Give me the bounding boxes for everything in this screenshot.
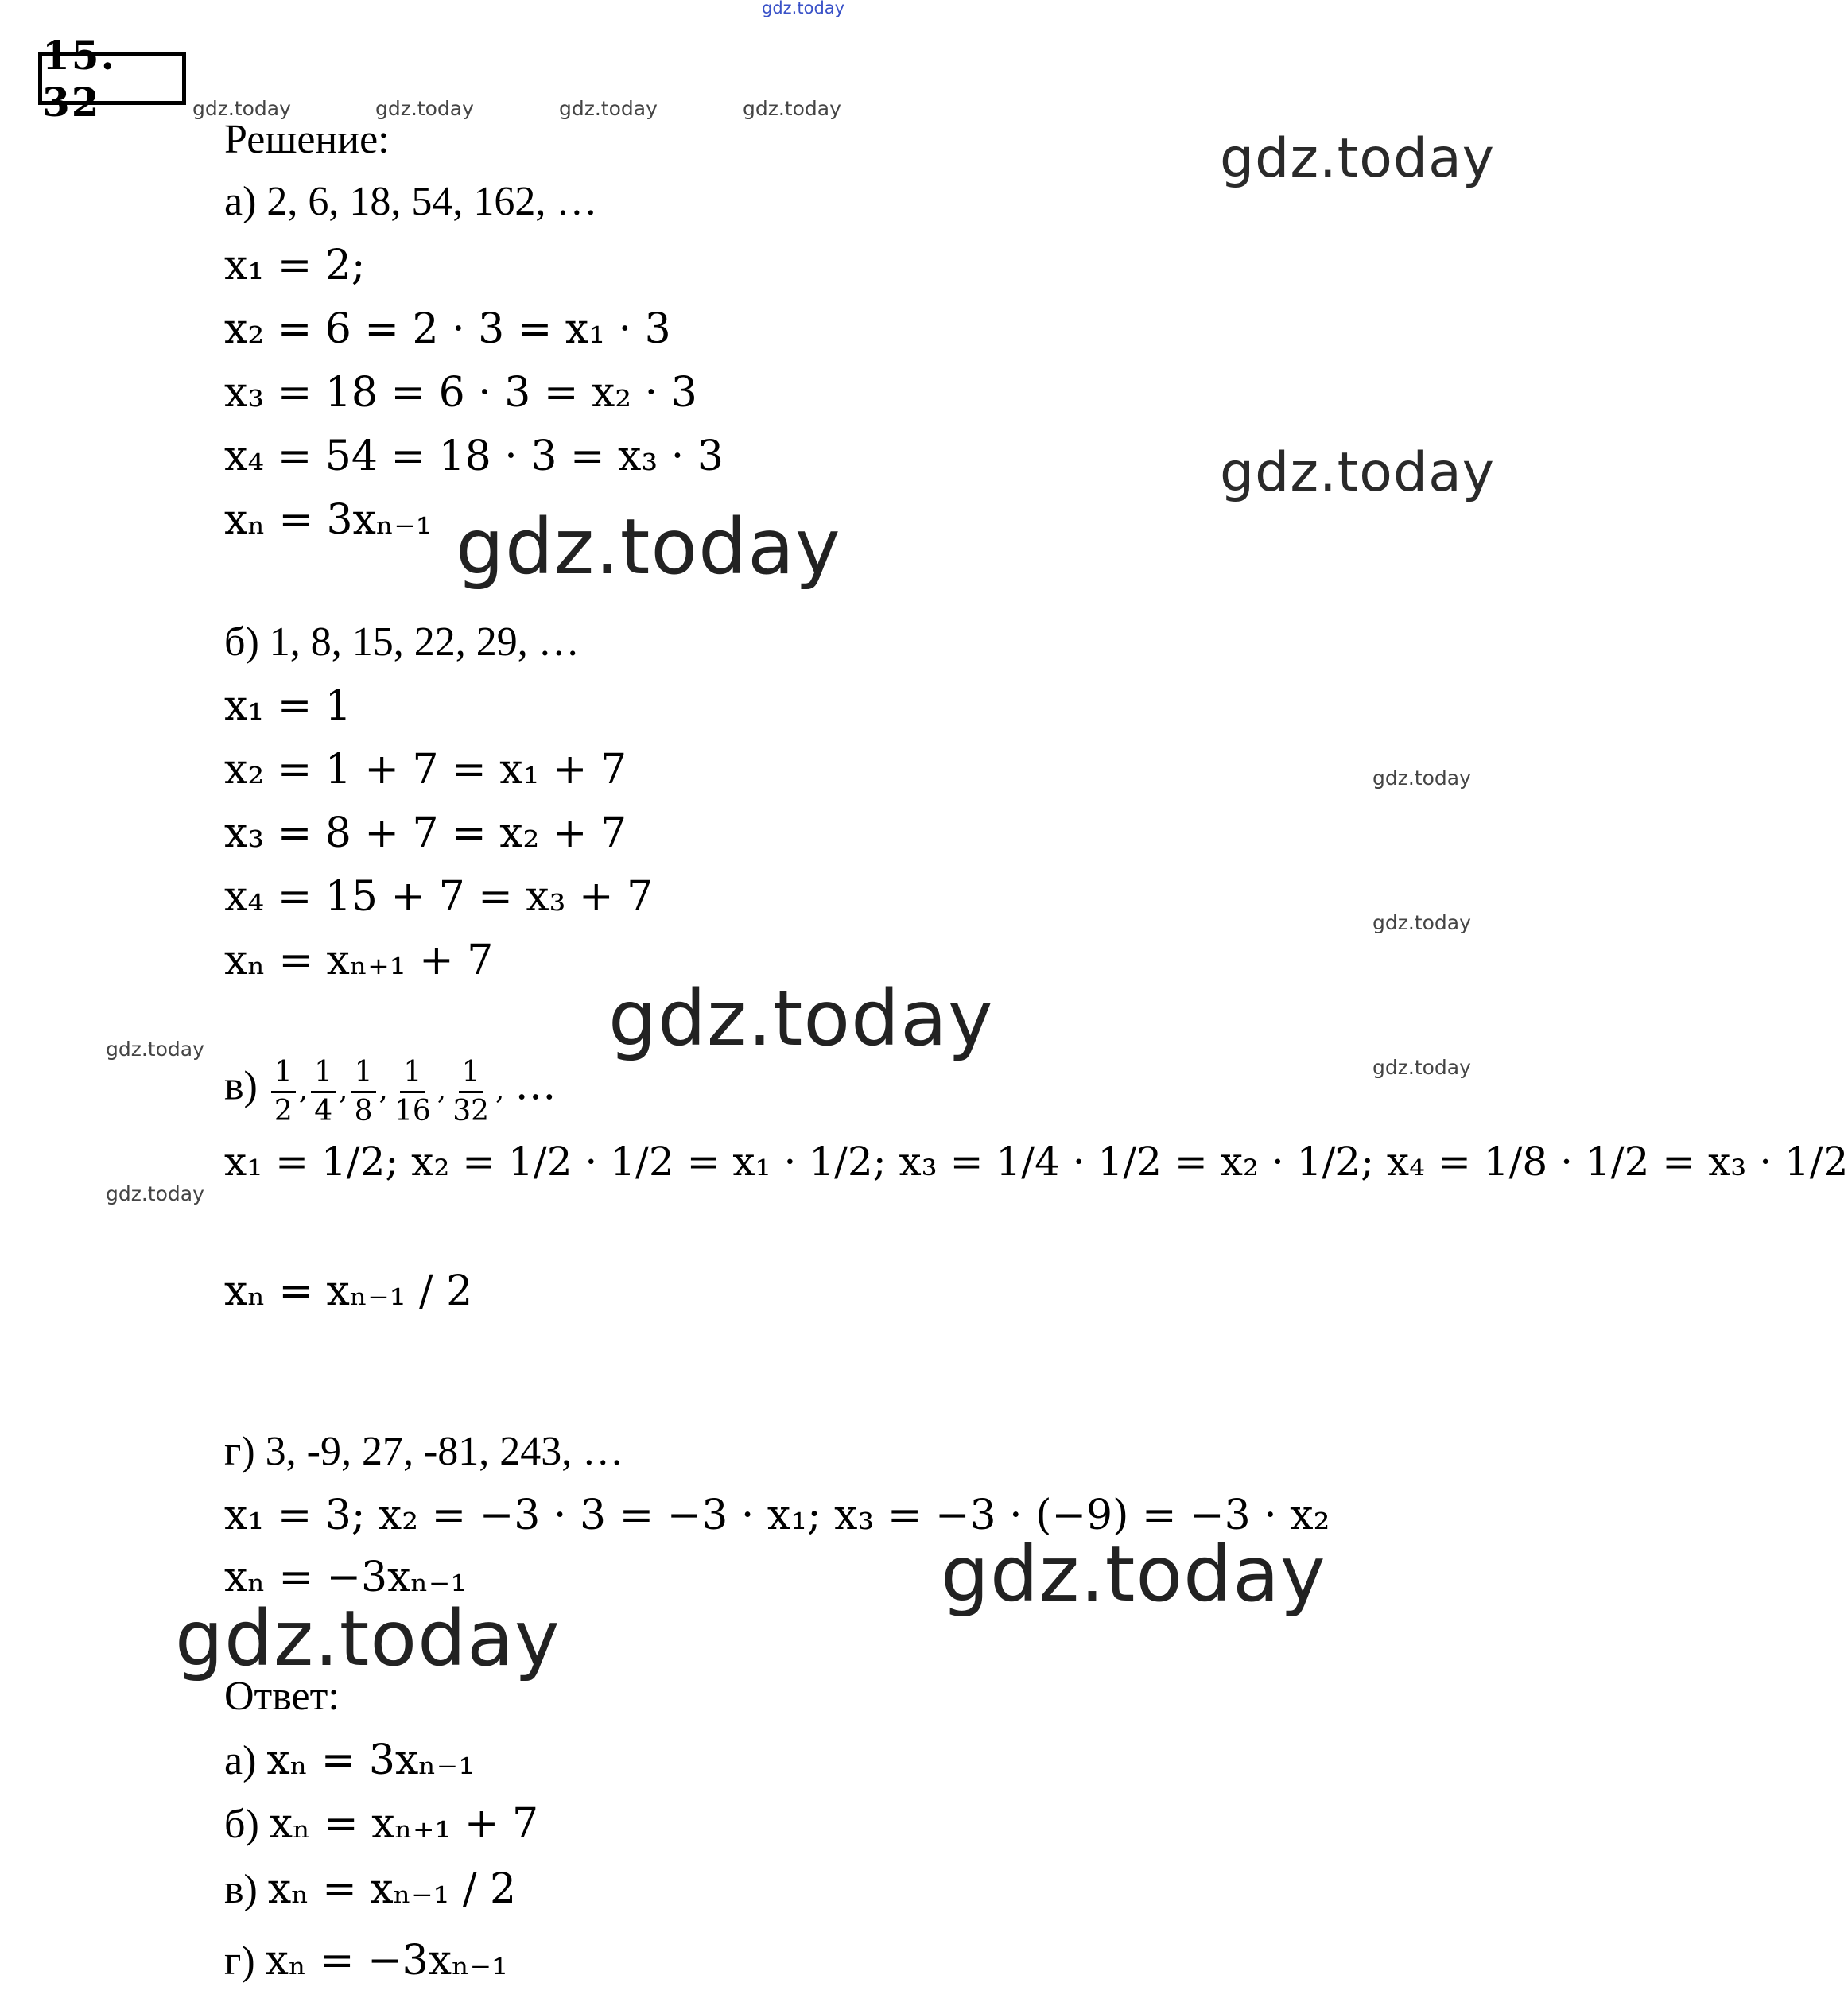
solution-heading: Решение: xyxy=(224,117,390,162)
part-g-formula: xₙ = −3xₙ₋₁ xyxy=(224,1554,468,1601)
answer-item: б) xₙ = xₙ₊₁ + 7 xyxy=(224,1800,539,1848)
part-v-sequence: в) $\frac{1}{2}$ , $\frac{1}{4}$ , $\frac{1}{8}$ , $\frac{1}{16}$ , $\frac{1}{32}$ , … xyxy=(224,1056,557,1127)
watermark-small: gdz.today xyxy=(559,97,658,120)
watermark-xl: gdz.today xyxy=(175,1594,561,1683)
watermark-large: gdz.today xyxy=(1220,127,1495,190)
sequence-fraction: $\frac{1}{4}$ xyxy=(311,1057,336,1127)
part-v-line1: x₁ = 1/2; x₂ = 1/2 · 1/2 = x₁ · 1/2; x₃ = 1/4 · 1/2 = x₂ · 1/2; x₄ = 1/8 · 1/2 = x₃ · 1/2 xyxy=(224,1139,1848,1185)
watermark-small: gdz.today xyxy=(106,1182,204,1205)
sequence-fraction: $\frac{1}{32}$ xyxy=(452,1056,490,1127)
part-v-fraction-list: $\frac{1}{2}$ , $\frac{1}{4}$ , $\frac{1}{8}$ , $\frac{1}{16}$ , $\frac{1}{32}$ , xyxy=(268,1073,505,1106)
part-g-line: x₁ = 3; x₂ = −3 · 3 = −3 · x₁; x₃ = −3 · (−9) = −3 · x₂ xyxy=(224,1492,1330,1539)
watermark-top: gdz.today xyxy=(762,0,845,17)
answer-item: г) xₙ = −3xₙ₋₁ xyxy=(224,1937,508,1985)
watermark-small: gdz.today xyxy=(1372,911,1471,934)
watermark-xl: gdz.today xyxy=(608,974,994,1063)
part-b-line: x₄ = 15 + 7 = x₃ + 7 xyxy=(224,873,654,921)
part-b-line: x₃ = 8 + 7 = x₂ + 7 xyxy=(224,809,627,857)
part-a-line: x₂ = 6 = 2 · 3 = x₁ · 3 xyxy=(224,305,671,353)
part-b-line: x₁ = 1 xyxy=(224,682,351,730)
problem-number: 15. 32 xyxy=(38,52,186,105)
watermark-small: gdz.today xyxy=(743,97,841,120)
sequence-fraction: $\frac{1}{2}$ xyxy=(271,1057,296,1127)
part-b-sequence: б) 1, 8, 15, 22, 29, … xyxy=(224,619,580,665)
part-a-line: x₃ = 18 = 6 · 3 = x₂ · 3 xyxy=(224,369,697,417)
watermark-small: gdz.today xyxy=(192,97,291,120)
part-b-formula: xₙ = xₙ₊₁ + 7 xyxy=(224,937,494,984)
watermark-small: gdz.today xyxy=(1372,766,1471,790)
part-a-sequence: а) 2, 6, 18, 54, 162, … xyxy=(224,179,598,224)
part-b-line: x₂ = 1 + 7 = x₁ + 7 xyxy=(224,746,627,793)
watermark-small: gdz.today xyxy=(375,97,474,120)
answer-item: а) xₙ = 3xₙ₋₁ xyxy=(224,1736,476,1784)
sequence-fraction: $\frac{1}{8}$ xyxy=(351,1057,376,1127)
part-g-sequence: г) 3, -9, 27, -81, 243, … xyxy=(224,1429,624,1474)
watermark-xl: gdz.today xyxy=(941,1530,1326,1619)
watermark-xl: gdz.today xyxy=(456,502,841,592)
watermark-small: gdz.today xyxy=(106,1038,204,1061)
sequence-fraction: $\frac{1}{16}$ xyxy=(394,1056,431,1127)
answer-heading: Ответ: xyxy=(224,1674,340,1719)
part-v-formula: xₙ = xₙ₋₁ / 2 xyxy=(224,1267,473,1315)
part-a-line: x₄ = 54 = 18 · 3 = x₃ · 3 xyxy=(224,433,724,480)
answer-item: в) xₙ = xₙ₋₁ / 2 xyxy=(224,1865,517,1913)
part-a-formula: xₙ = 3xₙ₋₁ xyxy=(224,496,433,544)
watermark-small: gdz.today xyxy=(1372,1056,1471,1079)
part-a-line: x₁ = 2; xyxy=(224,242,366,289)
watermark-large: gdz.today xyxy=(1220,441,1495,504)
